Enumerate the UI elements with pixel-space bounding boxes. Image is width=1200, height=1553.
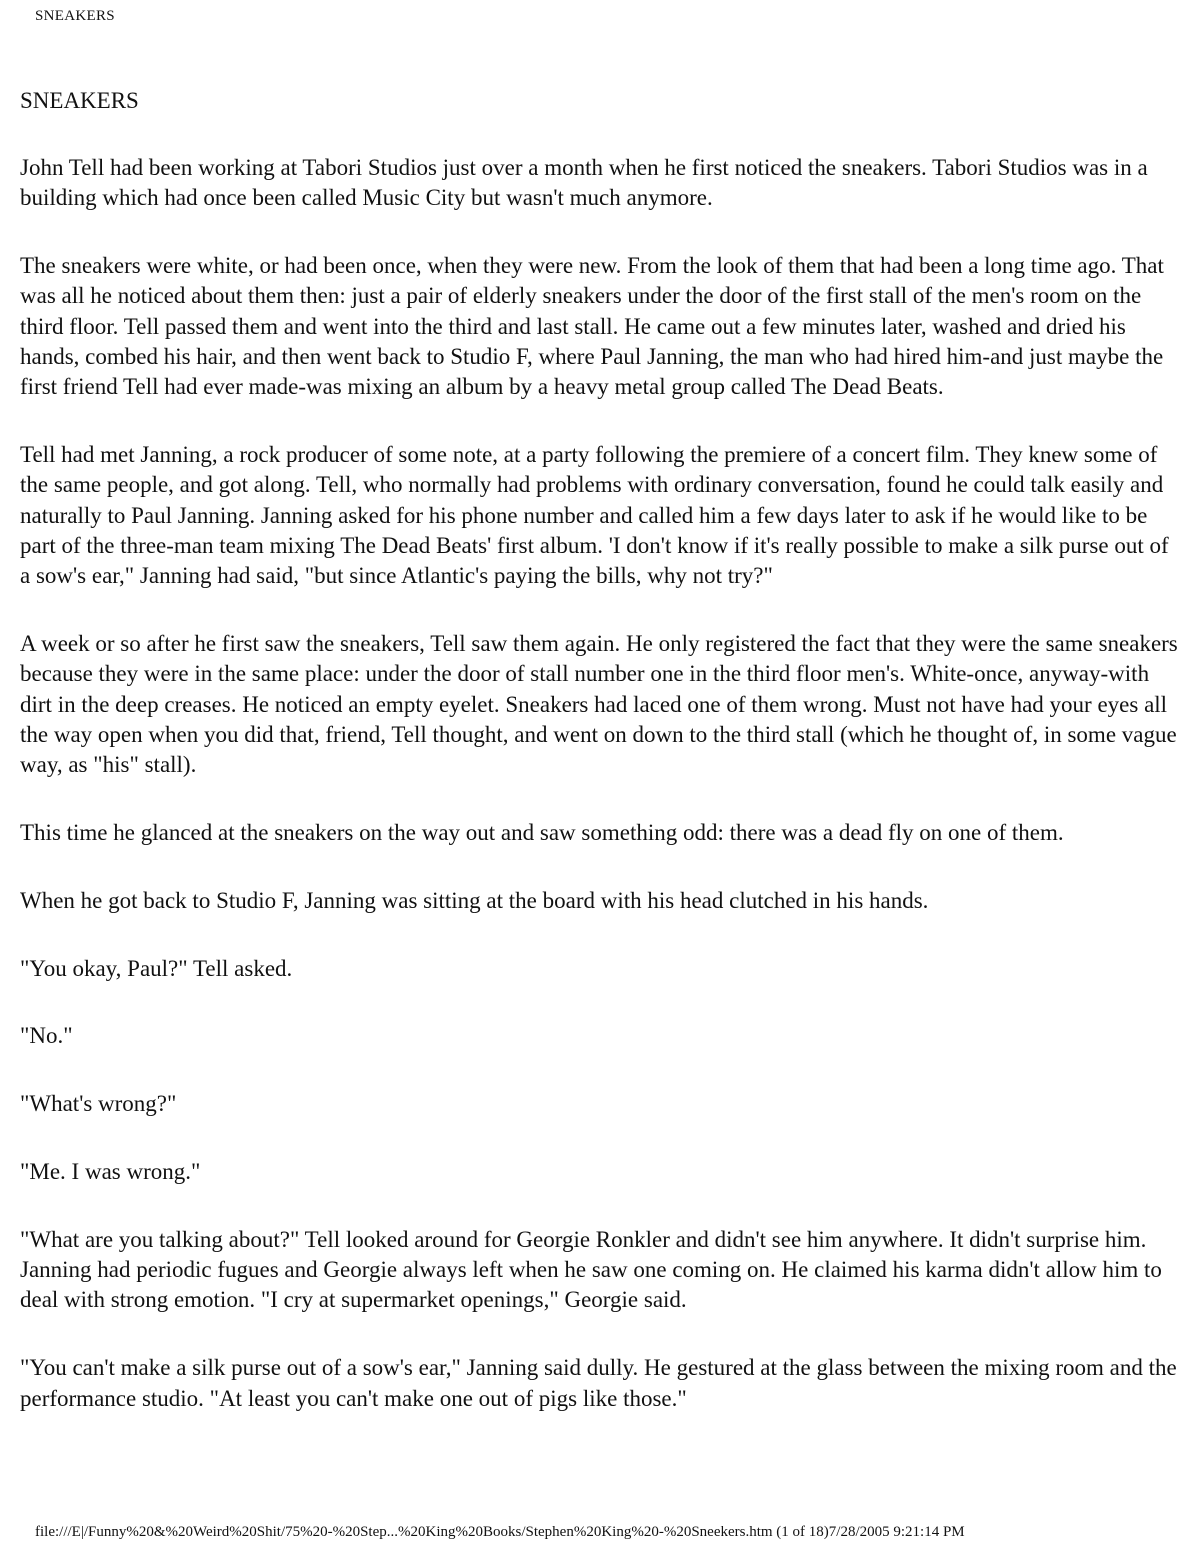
paragraph-4: A week or so after he first saw the sneakers, Tell saw them again. He only registered the fact that they were the same sneakers because they were in the same place: under the door of stall number one in the third floor men's. White-once, anyway-with dirt in the deep creases. He noticed an empty eyelet. Sneakers had laced one of them wrong. Must not have had your eyes all the way open when you did that, friend, Tell thought, and went on down to the third stall (which he thought of, in some vague way, as "his" stall). [20,631,1178,778]
paragraph-1: John Tell had been working at Tabori Studios just over a month when he first noticed the sneakers. Tabori Studios was in a building which had once been called Music City but wasn't much anymore. [20,155,1148,211]
paragraph-3: Tell had met Janning, a rock producer of some note, at a party following the premiere of a concert film. They knew some of the same people, and got along. Tell, who normally had problems with ordinary conversation, found he could talk easily and naturally to Paul Janning. Janning asked for his phone number and called him a few days later to ask if he would like to be part of the three-man team mixing The Dead Beats' first album. 'I don't know if it's really possible to make a silk purse out of a sow's ear," Janning had said, "but since Atlantic's paying the bills, why not try?" [20,442,1169,589]
paragraph-8: "No." [20,1023,73,1049]
paragraph-12: "You can't make a silk purse out of a sow's ear," Janning said dully. He gestured at the glass between the mixing room and the performance studio. "At least you can't make one out of pigs like those." [20,1355,1177,1411]
paragraph-5: This time he glanced at the sneakers on the way out and saw something odd: there was a dead fly on one of them. [20,820,1064,846]
paragraph-11: "What are you talking about?" Tell looked around for Georgie Ronkler and didn't see him anywhere. It didn't surprise him. Janning had periodic fugues and Georgie always left when he saw one coming on. He claimed his karma didn't allow him to deal with strong emotion. "I cry at supermarket openings," Georgie said. [20,1226,1162,1313]
paragraph-6: When he got back to Studio F, Janning was sitting at the board with his head clutched in his hands. [20,887,929,913]
file-path-footer: file:///E|/Funny%20&%20Weird%20Shit/75%20-%20Step...%20King%20Books/Stephen%20King%20-%20Sneekers.htm (1 of 18)7/28/2005 9:21:14 PM [35,1524,965,1540]
paragraph-9: "What's wrong?" [20,1091,177,1117]
running-header: SNEAKERS [35,8,115,24]
paragraph-2: The sneakers were white, or had been once, when they were new. From the look of them that had been a long time ago. That was all he noticed about them then: just a pair of elderly sneakers under the door of the first stall of the men's room on the third floor. Tell passed them and went into the third and last stall. He came out a few minutes later, washed and dried his hands, combed his hair, and then went back to Studio F, where Paul Janning, the man who had hired him-and just maybe the first friend Tell had ever made-was mixing an album by a heavy metal group called The Dead Beats. [20,253,1164,400]
document-body [20,86,1180,1451]
paragraph-7: "You okay, Paul?" Tell asked. [20,955,293,981]
paragraph-10: "Me. I was wrong." [20,1159,201,1185]
story-title: SNEAKERS [20,88,139,113]
